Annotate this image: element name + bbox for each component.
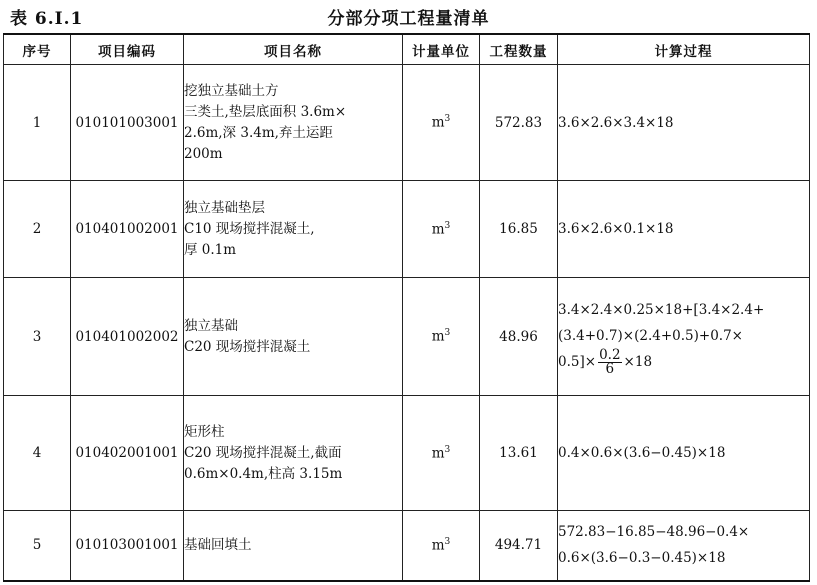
item-name (184, 65, 403, 181)
unit-exponent: 3 (444, 328, 451, 339)
column-header-index: 序号 (4, 34, 71, 65)
fraction-numerator: 0.2 (599, 347, 621, 363)
table-header-row (4, 34, 810, 65)
item-name-line: 厚 0.1m (184, 241, 237, 258)
calculation-line-fraction (558, 349, 809, 376)
table-row (4, 396, 810, 511)
row-index: 1 (4, 65, 71, 181)
item-name-line: 2.6m,深 3.4m,弃土运距 (184, 124, 333, 141)
calculation (558, 181, 810, 278)
item-name (184, 278, 403, 396)
quantity: 494.71 (480, 511, 558, 581)
bill-of-quantities-table (3, 33, 810, 582)
quantity: 48.96 (480, 278, 558, 396)
unit (403, 396, 480, 511)
quantity: 13.61 (480, 396, 558, 511)
row-index: 4 (4, 396, 71, 511)
row-index: 5 (4, 511, 71, 581)
item-name-line: 挖独立基础土方 (184, 82, 279, 99)
item-name-line: 三类土,垫层底面积 3.6m× (184, 103, 347, 120)
unit-exponent: 3 (444, 220, 451, 231)
item-code: 010103001001 (71, 511, 184, 581)
calculation-line: 0.4×0.6×(3.6−0.45)×18 (558, 445, 726, 461)
calculation (558, 396, 810, 511)
item-name-line: C20 现场搅拌混凝土 (184, 338, 311, 355)
calculation-line: 572.83−16.85−48.96−0.4× (558, 524, 750, 541)
fraction-denominator: 6 (605, 361, 615, 377)
calculation-line: 0.6×(3.6−0.3−0.45)×18 (558, 550, 726, 567)
table-row (4, 65, 810, 181)
item-name-line: C10 现场搅拌混凝土, (184, 220, 315, 237)
unit-exponent: 3 (444, 114, 451, 125)
column-header-unit: 计量单位 (403, 34, 480, 65)
item-name-line: 独立基础垫层 (184, 199, 265, 216)
table-row (4, 181, 810, 278)
quantity: 16.85 (480, 181, 558, 278)
calculation-line: 3.4×2.4×0.25×18+[3.4×2.4+ (558, 302, 765, 318)
unit-base: m (431, 537, 445, 554)
fraction (598, 349, 621, 376)
item-name-line: 200m (184, 145, 223, 162)
item-code: 010401002001 (71, 181, 184, 278)
calculation (558, 511, 810, 581)
item-name-line: C20 现场搅拌混凝土,截面 (184, 444, 342, 461)
unit-base: m (431, 221, 445, 238)
unit-base: m (431, 328, 445, 345)
fraction-suffix: ×18 (623, 354, 653, 370)
unit (403, 65, 480, 181)
unit (403, 511, 480, 581)
item-code: 010101003001 (71, 65, 184, 181)
row-index: 3 (4, 278, 71, 396)
row-index: 2 (4, 181, 71, 278)
item-name (184, 396, 403, 511)
unit-base: m (431, 445, 445, 462)
quantity: 572.83 (480, 65, 558, 181)
item-code: 010401002002 (71, 278, 184, 396)
item-name (184, 181, 403, 278)
table-row (4, 511, 810, 581)
unit (403, 278, 480, 396)
calculation (558, 65, 810, 181)
column-header-calculation: 计算过程 (558, 34, 810, 65)
table-title: 分部分项工程量清单 (327, 9, 490, 29)
calculation-line: 3.6×2.6×0.1×18 (558, 221, 674, 237)
unit-exponent: 3 (444, 537, 451, 547)
unit-exponent: 3 (444, 444, 451, 455)
table-number: 表 6.Ⅰ.1 (10, 9, 84, 29)
item-name-line: 0.6m×0.4m,柱高 3.15m (184, 465, 343, 482)
table-header (0, 0, 817, 34)
column-header-name: 项目名称 (184, 34, 403, 65)
item-name-line: 基础回填土 (184, 536, 252, 553)
fraction-prefix: 0.5]× (558, 354, 597, 370)
item-name-line: 矩形柱 (184, 423, 225, 440)
item-name (184, 511, 403, 581)
unit-base: m (431, 114, 445, 131)
item-name-line: 独立基础 (184, 317, 238, 334)
unit (403, 181, 480, 278)
item-code: 010402001001 (71, 396, 184, 511)
column-header-quantity: 工程数量 (480, 34, 558, 65)
calculation (558, 278, 810, 396)
table-row (4, 278, 810, 396)
column-header-code: 项目编码 (71, 34, 184, 65)
calculation-line: (3.4+0.7)×(2.4+0.5)+0.7× (558, 328, 743, 344)
calculation-line: 3.6×2.6×3.4×18 (558, 114, 674, 131)
